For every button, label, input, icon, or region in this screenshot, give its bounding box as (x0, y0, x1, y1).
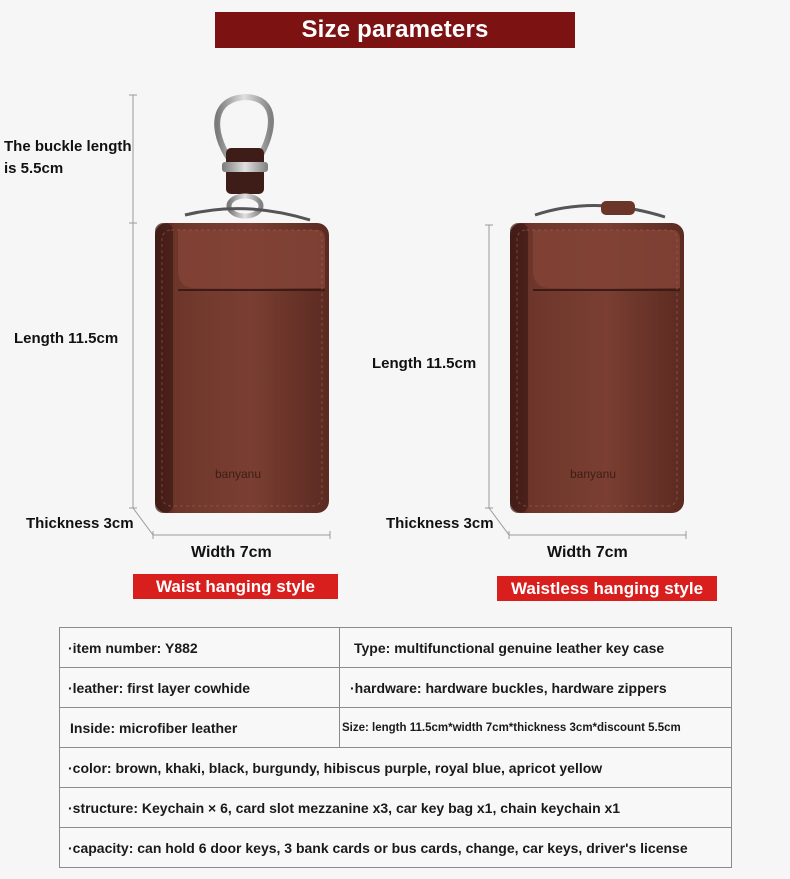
brand-emboss: banyanu (214, 467, 262, 481)
left-thickness-label: Thickness 3cm (26, 515, 134, 532)
right-width-label: Width 7cm (547, 544, 628, 561)
page-title: Size parameters (301, 16, 489, 43)
table-row (60, 828, 732, 868)
spec-structure: ·structure: Keychain × 6, card slot mezzanine x3, car key bag x1, chain keychain x1 (60, 788, 732, 828)
waistless-hanging-style-tag (497, 576, 717, 601)
waist-hanging-style-text: Waist hanging style (155, 576, 315, 596)
table-row (60, 748, 732, 788)
spec-inside: Inside: microfiber leather (60, 708, 340, 748)
spec-capacity: ·capacity: can hold 6 door keys, 3 bank cards or bus cards, change, car keys, driver's license (60, 828, 732, 868)
waistless-hanging-style-text: Waistless hanging style (510, 578, 704, 598)
left-length-label: Length 11.5cm (14, 330, 119, 347)
spec-type: Type: multifunctional genuine leather key case (340, 628, 732, 668)
left-buckle-length-label: The buckle length is 5.5cm (4, 138, 132, 177)
key-case-without-buckle-image (505, 195, 690, 520)
product-spec-table (59, 627, 732, 868)
right-length-label: Length 11.5cm (372, 355, 477, 372)
table-row (60, 668, 732, 708)
page-title-banner (215, 12, 575, 48)
spec-size: Size: length 11.5cm*width 7cm*thickness 3cm*discount 5.5cm (340, 708, 732, 748)
left-width-label: Width 7cm (191, 544, 272, 561)
table-row (60, 708, 732, 748)
spec-color: ·color: brown, khaki, black, burgundy, hibiscus purple, royal blue, apricot yellow (60, 748, 732, 788)
right-thickness-label: Thickness 3cm (386, 515, 494, 532)
table-row (60, 628, 732, 668)
brand-emboss: banyanu (569, 467, 617, 481)
waist-hanging-style-tag (133, 574, 338, 599)
spec-hardware: ·hardware: hardware buckles, hardware zippers (340, 668, 732, 708)
key-case-with-buckle-image (150, 90, 335, 520)
spec-leather: ·leather: first layer cowhide (60, 668, 340, 708)
table-row (60, 788, 732, 828)
zipper-pull (601, 201, 635, 215)
spec-item-number: ·item number: Y882 (60, 628, 340, 668)
